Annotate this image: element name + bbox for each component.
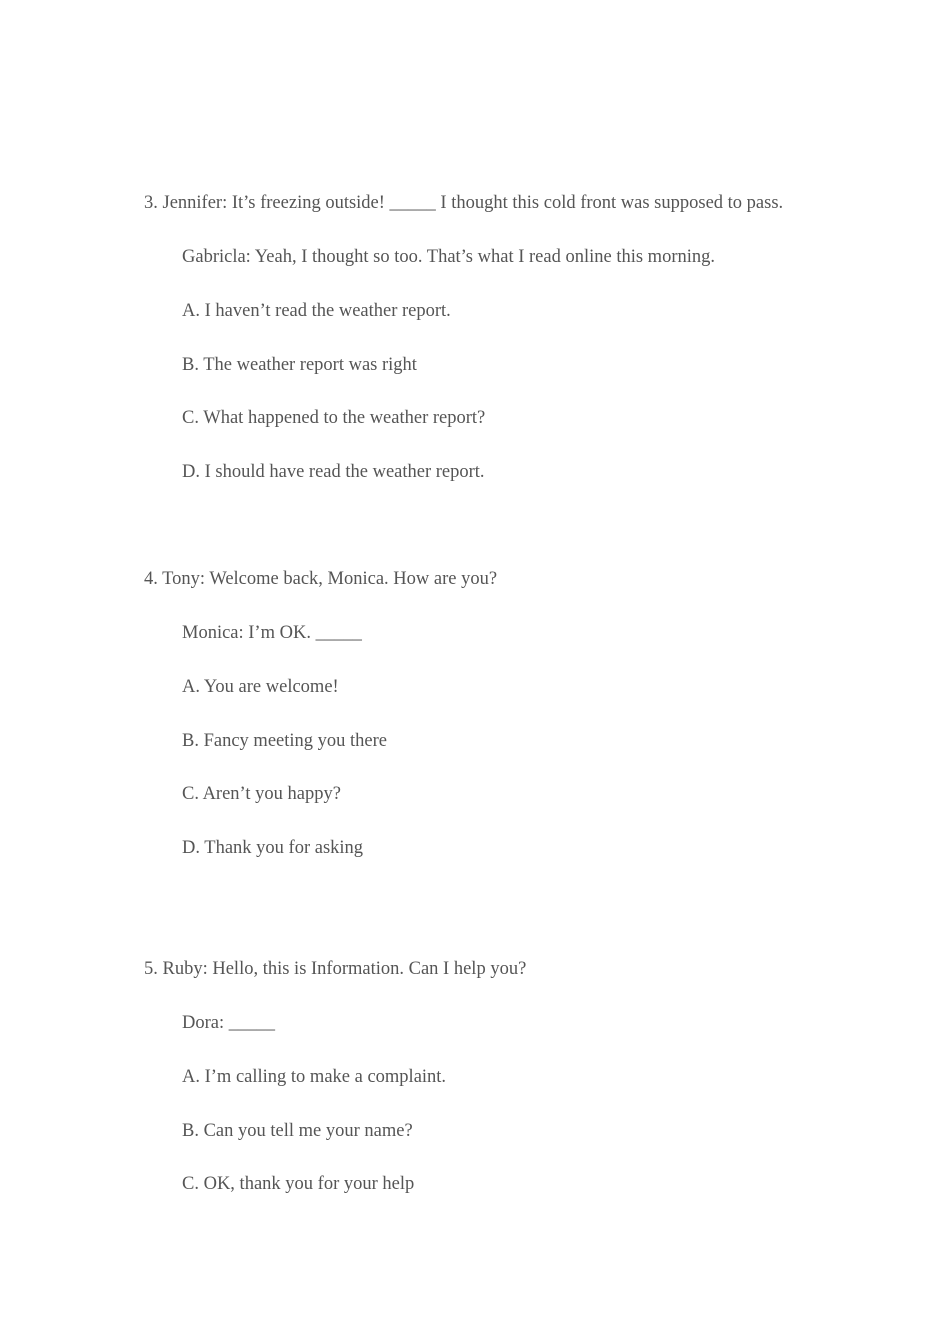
question-3-option-c: C. What happened to the weather report? (182, 408, 486, 428)
question-5-option-c: C. OK, thank you for your help (182, 1174, 415, 1194)
question-5-option-a: A. I’m calling to make a complaint. (182, 1067, 447, 1087)
question-4-prompt: 4. Tony: Welcome back, Monica. How are you? (144, 569, 498, 589)
question-5-prompt: 5. Ruby: Hello, this is Information. Can I help you? (144, 959, 527, 979)
question-4-option-c: C. Aren’t you happy? (182, 784, 341, 804)
question-5-option-b: B. Can you tell me your name? (182, 1121, 413, 1141)
question-4-option-b: B. Fancy meeting you there (182, 731, 387, 751)
question-3-option-d: D. I should have read the weather report. (182, 462, 485, 482)
question-3-option-b: B. The weather report was right (182, 355, 417, 375)
question-4-option-a: A. You are welcome! (182, 677, 339, 697)
question-4-reply: Monica: I’m OK. _____ (182, 623, 362, 643)
question-3-reply: Gabricla: Yeah, I thought so too. That’s what I read online this morning. (182, 247, 715, 267)
question-5-reply: Dora: _____ (182, 1013, 275, 1033)
question-3-option-a: A. I haven’t read the weather report. (182, 301, 451, 321)
question-4-option-d: D. Thank you for asking (182, 838, 364, 858)
question-3-prompt: 3. Jennifer: It’s freezing outside! _____ I thought this cold front was supposed to pass. (144, 193, 784, 213)
